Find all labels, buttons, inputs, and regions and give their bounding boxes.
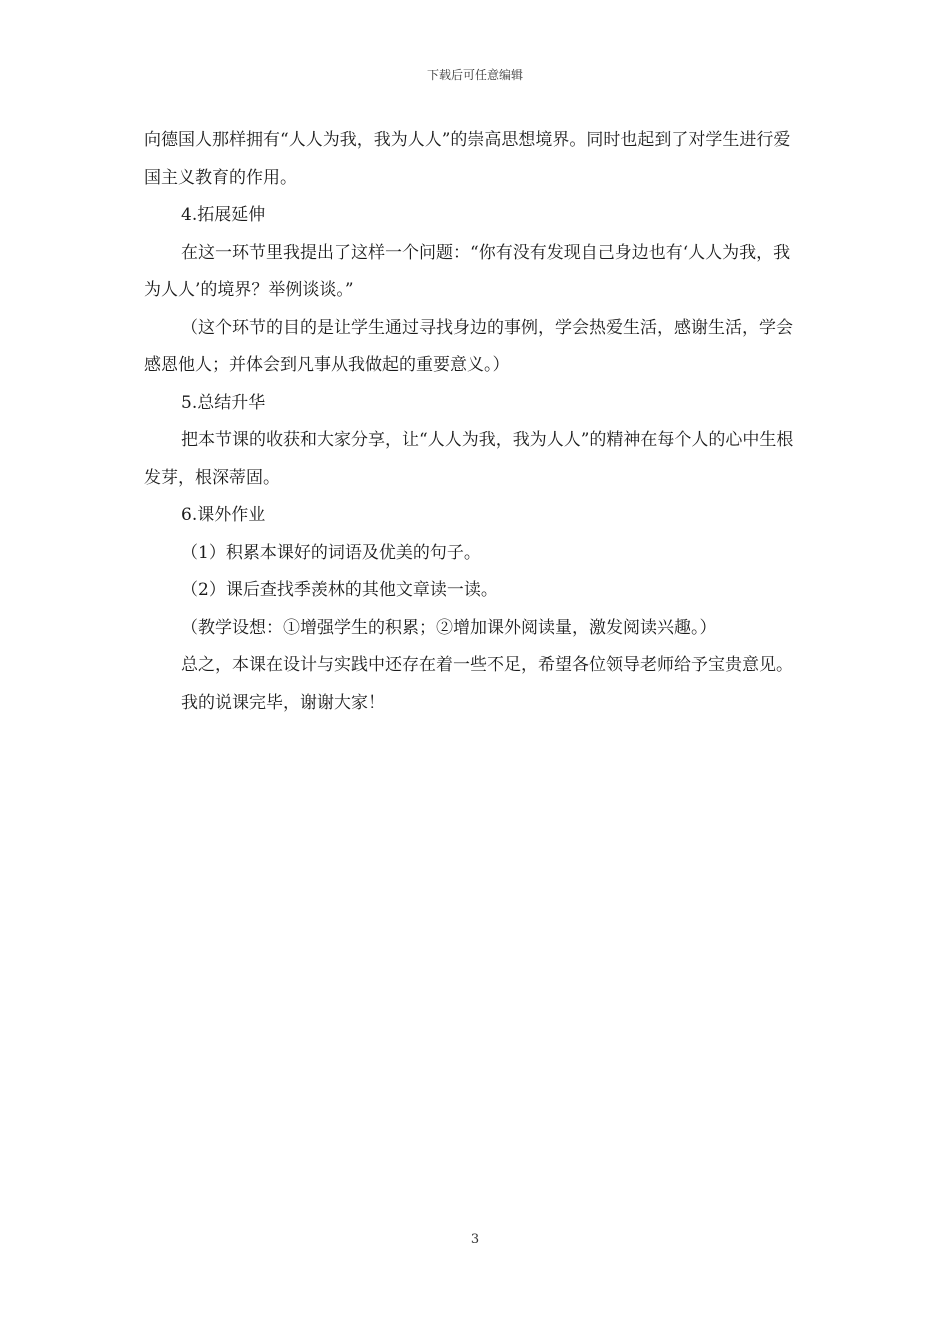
paragraph: （这个环节的目的是让学生通过寻找身边的事例，学会热爱生活，感谢生活，学会感恩他人；并体会到凡事从我做起的重要意义。） <box>144 317 793 375</box>
paragraph: 总之，本课在设计与实践中还存在着一些不足，希望各位领导老师给予宝贵意见。 <box>181 655 793 675</box>
paragraph: 把本节课的收获和大家分享，让“人人为我，我为人人”的精神在每个人的心中生根发芽，根深蒂固。 <box>144 430 794 488</box>
paragraph: （教学设想：①增强学生的积累；②增加课外阅读量，激发阅读兴趣。） <box>181 617 717 638</box>
list-item: （2）课后查找季羡林的其他文章读一读。 <box>181 580 498 600</box>
section-heading: 6.课外作业 <box>181 505 266 525</box>
paragraph: 向德国人那样拥有“人人为我，我为人人”的崇高思想境界。同时也起到了对学生进行爱国主义教育的作用。 <box>144 130 791 188</box>
document-body <box>144 122 806 722</box>
paragraph: 在这一环节里我提出了这样一个问题：“你有没有发现自己身边也有‘人人为我，我为人人’的境界？举例谈谈。” <box>144 242 791 300</box>
list-item: （1）积累本课好的词语及优美的句子。 <box>181 542 481 563</box>
section-heading: 4.拓展延伸 <box>181 205 266 225</box>
page-header: 下载后可任意编辑 <box>426 68 523 82</box>
paragraph: 我的说课完毕，谢谢大家！ <box>181 692 385 713</box>
page-number: 3 <box>470 1232 480 1247</box>
section-heading: 5.总结升华 <box>181 392 266 413</box>
